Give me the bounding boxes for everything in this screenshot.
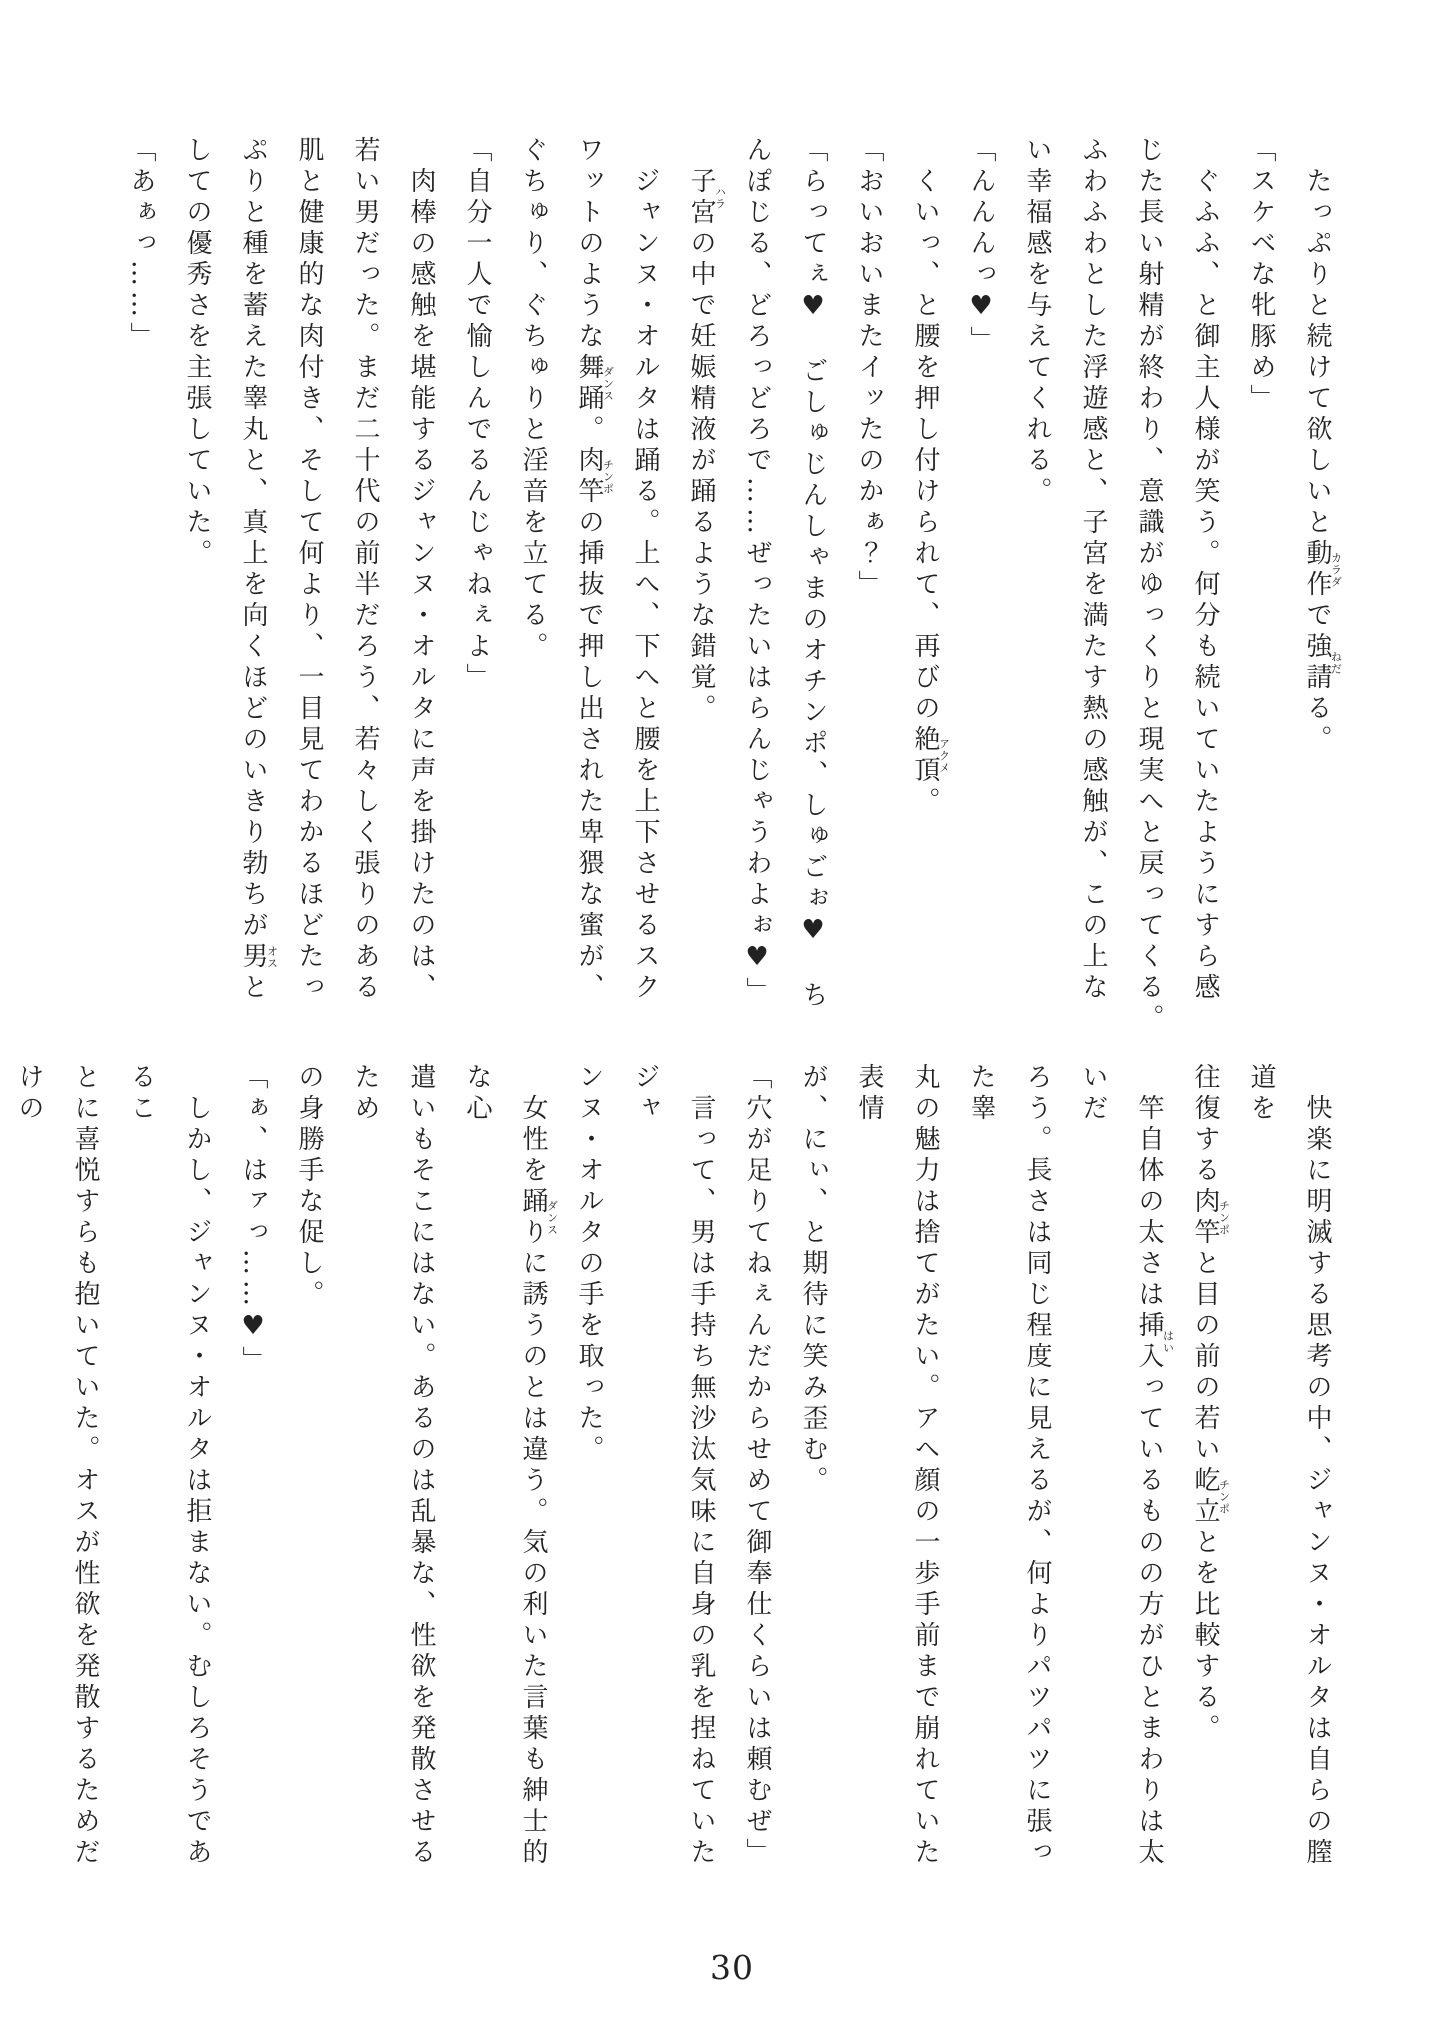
text-column: 「あぁっ……」 [126,136,156,353]
ruby-annotated-word: 踊りダンス [518,1187,559,1249]
text-column: しての優秀さを主張していた。 [182,136,212,570]
ruby-annotated-word: 絶頂アクメ [910,725,951,787]
text-block-top [113,136,1345,1041]
text-column: ぐちゅり、ぐちゅりと淫音を立てる。 [518,136,548,663]
text-column: ふわふわとした浮遊感と、子宮を満たす熱の感触が、この上な [1078,136,1108,1004]
ruby-annotated-word: 挿入はい [1134,1311,1175,1373]
text-column: 快楽に明滅する思考の中、ジャンヌ・オルタは自らの膣道を [1246,1063,1332,1869]
text-column: 遣いもそこにはない。あるのは乱暴な、性欲を発散させるため [350,1063,436,1869]
ruby-annotated-word: 屹立チンポ [1190,1466,1231,1528]
text-column: ワットのような舞踊ダンス。肉竿チンポの挿抜で押し出された卑猥な蜜が、 [574,136,615,1004]
page-number: 30 [710,1948,754,1987]
ruby-annotated-word: 子宮ハラ [686,167,727,229]
ruby-annotated-word: 男オス [238,942,279,973]
text-column: 「らってぇ♥ ごしゅじんしゃまのオチンポ、しゅごぉ♥ ち [798,136,828,1012]
text-block-bottom [0,1063,1345,1878]
text-column: ジャンヌ・オルタは踊る。上へ、下へと腰を上下させるスク [630,167,660,1004]
text-column: んぽじる、どろっどろで……ぜったいはらんじゃうわよぉ♥」 [742,136,772,1008]
text-column: 女性を踊りダンスに誘うのとは違う。気の利いた言葉も紳士的な心 [462,1063,559,1869]
ruby-annotated-word: 肉竿チンポ [574,446,615,508]
ruby-annotated-word: 肉竿チンポ [1190,1187,1231,1249]
text-column: 「ぁ、はァっ……♥」 [238,1063,268,1377]
text-column: ンヌ・オルタの手を取った。 [574,1063,604,1466]
text-column: が、にぃ、と期待に笑み歪む。 [798,1063,828,1497]
text-column: 「おいおいまたイッたのかぁ？」 [854,136,884,601]
text-column: ぐふふ、と御主人様が笑う。何分も続いていたようにすら感 [1190,167,1220,1004]
ruby-annotated-word: 強請ねだ [1302,632,1343,694]
text-column: 若い男だった。まだ二十代の前半だろう、若々しく張りのある [350,136,380,1004]
text-column: しかし、ジャンヌ・オルタは拒まない。むしろそうであるこ [126,1063,212,1869]
ruby-annotated-word: 動作カラダ [1302,539,1343,601]
text-column: 往復する肉竿チンポと目の前の若い屹立チンポとを比較する。 [1190,1063,1231,1745]
text-column: 子宮ハラの中で妊娠精液が踊るような錯覚。 [686,167,727,725]
text-column: 言って、男は手持ち無沙汰気味に自身の乳を捏ねていたジャ [630,1063,716,1869]
text-column: 「穴が足りてねぇんだからせめて御奉仕くらいは頼むぜ」 [742,1063,772,1869]
text-column: い幸福感を与えてくれる。 [1022,136,1052,508]
text-column: ろう。長さは同じ程度に見えるが、何よりパツパツに張った睾 [966,1063,1052,1869]
text-column: 丸の魅力は捨てがたい。アヘ顔の一歩手前まで崩れていた表情 [854,1063,940,1869]
text-column: たっぷりと続けて欲しいと動作カラダで強請ねだる。 [1302,167,1343,756]
text-column: 竿自体の太さは挿入はいっているものの方がひとまわりは太いだ [1078,1063,1175,1869]
text-column: 「自分一人で愉しんでるんじゃねぇよ」 [462,136,492,694]
text-column: の身勝手な促し。 [294,1063,324,1311]
text-column: 「んんんっ♥」 [966,136,996,357]
text-column: ぷりと種を蓄えた睾丸と、真上を向くほどのいきり勃ちが男オスと [238,136,279,1004]
text-column: くいっ、と腰を押し付けられて、再びの絶頂アクメ。 [910,167,951,818]
text-column: 「スケベな牝豚め」 [1246,136,1276,415]
text-column: 肌と健康的な肉付き、そして何より、一目見てわかるほどたっ [294,136,324,1004]
text-column [0,1063,1,1878]
text-column: じた長い射精が終わり、意識がゆっくりと現実へと戻ってくる。 [1134,136,1164,1035]
text-column: とに喜悦すらも抱いていた。オスが性欲を発散するためだけの [14,1063,100,1869]
ruby-annotated-word: 舞踊ダンス [574,353,615,415]
text-column: 肉棒の感触を堪能するジャンヌ・オルタに声を掛けたのは、 [406,167,436,1004]
